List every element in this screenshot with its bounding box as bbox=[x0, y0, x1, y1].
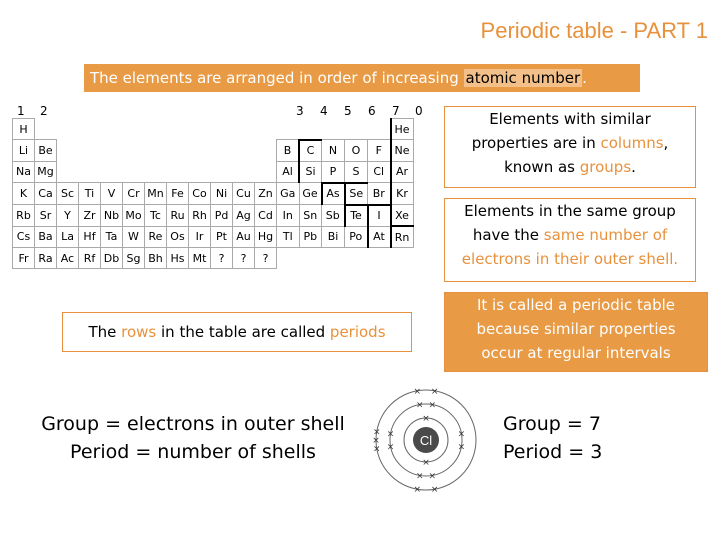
periodic-reason-line-2: because similar properties bbox=[476, 320, 676, 338]
element-cell: W bbox=[123, 226, 145, 248]
element-cell: Cr bbox=[123, 183, 145, 205]
element-cell: Se bbox=[345, 183, 368, 205]
result-period: Period = 3 bbox=[503, 441, 603, 463]
element-cell: Ta bbox=[101, 226, 123, 248]
element-cell: Mt bbox=[189, 248, 211, 269]
element-cell: Fe bbox=[167, 183, 189, 205]
element-cell: Ge bbox=[299, 183, 322, 205]
empty-cell bbox=[189, 161, 211, 183]
electron-3: × bbox=[415, 400, 424, 411]
empty-cell bbox=[322, 248, 345, 269]
electron-14: × bbox=[372, 444, 381, 455]
element-cell: Hs bbox=[167, 248, 189, 269]
electron-10: × bbox=[430, 386, 439, 397]
element-cell: Xe bbox=[391, 205, 414, 227]
element-cell: Bi bbox=[322, 226, 345, 248]
page-title: Periodic table - PART 1 bbox=[480, 18, 708, 43]
table-row bbox=[13, 161, 414, 183]
formula-period: Period = number of shells bbox=[70, 441, 316, 463]
element-cell: Li bbox=[13, 140, 35, 162]
empty-cell bbox=[277, 248, 300, 269]
element-cell: Ir bbox=[189, 226, 211, 248]
banner-highlight: atomic number bbox=[465, 69, 581, 87]
electron-16: × bbox=[430, 485, 439, 496]
chlorine-result bbox=[503, 410, 602, 466]
element-cell: Pb bbox=[299, 226, 322, 248]
electron-5: × bbox=[386, 442, 395, 453]
nucleus-symbol: Cl bbox=[419, 433, 433, 448]
electron-12: × bbox=[372, 427, 381, 438]
element-cell: B bbox=[277, 140, 300, 162]
element-cell: Rh bbox=[189, 205, 211, 227]
element-cell: Ti bbox=[79, 183, 101, 205]
element-cell: Sc bbox=[57, 183, 79, 205]
same-group-line-3: electrons in their outer shell. bbox=[461, 250, 679, 268]
element-cell: Mo bbox=[123, 205, 145, 227]
element-cell: Zn bbox=[255, 183, 277, 205]
empty-cell bbox=[345, 119, 368, 140]
empty-cell bbox=[391, 248, 414, 269]
empty-cell bbox=[255, 119, 277, 140]
group-number-0: 0 bbox=[415, 104, 423, 118]
empty-cell bbox=[35, 119, 57, 140]
element-cell: Ar bbox=[391, 161, 414, 183]
element-cell: Ne bbox=[391, 140, 414, 162]
element-cell: Db bbox=[101, 248, 123, 269]
empty-cell bbox=[167, 140, 189, 162]
table-row bbox=[13, 205, 414, 227]
element-cell: Na bbox=[13, 161, 35, 183]
element-cell: Nb bbox=[101, 205, 123, 227]
empty-cell bbox=[123, 161, 145, 183]
same-group-line-1: Elements in the same group bbox=[464, 202, 676, 220]
element-cell: Pt bbox=[211, 226, 233, 248]
empty-cell bbox=[368, 119, 391, 140]
empty-cell bbox=[145, 119, 167, 140]
electron-8: × bbox=[457, 442, 466, 453]
element-cell: ? bbox=[233, 248, 255, 269]
empty-cell bbox=[189, 140, 211, 162]
electron-6: × bbox=[415, 471, 424, 482]
element-cell: Sg bbox=[123, 248, 145, 269]
empty-cell bbox=[255, 140, 277, 162]
period-mark: . bbox=[631, 158, 636, 176]
element-cell: Os bbox=[167, 226, 189, 248]
empty-cell bbox=[167, 119, 189, 140]
groups-info-line-3: known as bbox=[504, 158, 580, 176]
element-cell: In bbox=[277, 205, 300, 227]
element-cell: Zr bbox=[79, 205, 101, 227]
table-row bbox=[13, 248, 414, 269]
element-cell: Au bbox=[233, 226, 255, 248]
element-cell: Bh bbox=[145, 248, 167, 269]
element-cell: Fr bbox=[13, 248, 35, 269]
empty-cell bbox=[233, 161, 255, 183]
groups-info-box bbox=[444, 106, 696, 188]
rows-periods-box bbox=[62, 312, 412, 352]
comma: , bbox=[663, 134, 669, 152]
element-cell: As bbox=[322, 183, 345, 205]
empty-cell bbox=[145, 161, 167, 183]
periodic-reason-line-3: occur at regular intervals bbox=[481, 344, 671, 362]
empty-cell bbox=[79, 140, 101, 162]
empty-cell bbox=[255, 161, 277, 183]
element-cell: Br bbox=[368, 183, 391, 205]
empty-cell bbox=[79, 119, 101, 140]
element-cell: Kr bbox=[391, 183, 414, 205]
element-cell: Rn bbox=[391, 226, 414, 248]
table-row bbox=[13, 183, 414, 205]
electron-1: × bbox=[422, 458, 430, 468]
element-cell: Ac bbox=[57, 248, 79, 269]
banner-end: . bbox=[582, 69, 587, 87]
empty-cell bbox=[167, 161, 189, 183]
element-cell: O bbox=[345, 140, 368, 162]
empty-cell bbox=[233, 140, 255, 162]
element-cell: Sn bbox=[299, 205, 322, 227]
formula-text bbox=[28, 410, 358, 466]
element-cell: Tl bbox=[277, 226, 300, 248]
element-cell: F bbox=[368, 140, 391, 162]
element-cell: C bbox=[299, 140, 322, 162]
element-cell: ? bbox=[255, 248, 277, 269]
element-cell: I bbox=[368, 205, 391, 227]
element-cell: Al bbox=[277, 161, 300, 183]
element-cell: Co bbox=[189, 183, 211, 205]
table-row bbox=[13, 226, 414, 248]
element-cell: Hg bbox=[255, 226, 277, 248]
electron-0: × bbox=[422, 414, 430, 424]
electron-4: × bbox=[386, 429, 395, 440]
rows-text-a: The bbox=[88, 323, 122, 341]
groups-word: groups bbox=[579, 158, 632, 176]
rows-word: rows bbox=[121, 323, 157, 341]
empty-cell bbox=[211, 161, 233, 183]
electron-7: × bbox=[428, 471, 437, 482]
banner-text: The elements are arranged in order of increasing bbox=[90, 69, 464, 87]
element-cell: Tc bbox=[145, 205, 167, 227]
element-cell: Si bbox=[299, 161, 322, 183]
electron-11: × bbox=[413, 386, 422, 397]
empty-cell bbox=[101, 161, 123, 183]
empty-cell bbox=[79, 161, 101, 183]
element-cell: P bbox=[322, 161, 345, 183]
empty-cell bbox=[299, 119, 322, 140]
empty-cell bbox=[57, 161, 79, 183]
empty-cell bbox=[101, 140, 123, 162]
group-number-1: 1 bbox=[17, 104, 25, 118]
empty-cell bbox=[145, 140, 167, 162]
electron-9: × bbox=[457, 429, 466, 440]
element-cell: He bbox=[391, 119, 414, 140]
table-row bbox=[13, 140, 414, 162]
electron-2: × bbox=[428, 400, 437, 411]
element-cell: Sb bbox=[322, 205, 345, 227]
element-cell: La bbox=[57, 226, 79, 248]
element-cell: Rf bbox=[79, 248, 101, 269]
element-cell: Cd bbox=[255, 205, 277, 227]
group-number-3: 3 bbox=[296, 104, 304, 118]
group-number-4: 4 bbox=[320, 104, 328, 118]
element-cell: Ga bbox=[277, 183, 300, 205]
element-cell: At bbox=[368, 226, 391, 248]
element-cell: Ca bbox=[35, 183, 57, 205]
group-number-7: 7 bbox=[392, 104, 400, 118]
empty-cell bbox=[101, 119, 123, 140]
columns-word: columns bbox=[600, 134, 664, 152]
element-cell: Cu bbox=[233, 183, 255, 205]
group-number-6: 6 bbox=[368, 104, 376, 118]
result-group: Group = 7 bbox=[503, 413, 601, 435]
empty-cell bbox=[345, 248, 368, 269]
element-cell: S bbox=[345, 161, 368, 183]
group-number-5: 5 bbox=[344, 104, 352, 118]
element-cell: Pd bbox=[211, 205, 233, 227]
empty-cell bbox=[211, 119, 233, 140]
empty-cell bbox=[299, 248, 322, 269]
periodic-reason-box bbox=[444, 292, 708, 372]
element-cell: Cs bbox=[13, 226, 35, 248]
periodic-reason-line-1: It is called a periodic table bbox=[476, 296, 676, 314]
empty-cell bbox=[322, 119, 345, 140]
chlorine-atom-diagram bbox=[366, 384, 486, 496]
element-cell: ? bbox=[211, 248, 233, 269]
element-cell: Hf bbox=[79, 226, 101, 248]
group-number-2: 2 bbox=[40, 104, 48, 118]
periods-word: periods bbox=[329, 323, 386, 341]
formula-group: Group = electrons in outer shell bbox=[41, 413, 345, 435]
groups-info-line-1: Elements with similar bbox=[489, 110, 651, 128]
same-group-box bbox=[444, 198, 696, 282]
element-cell: Rb bbox=[13, 205, 35, 227]
groups-info-line-2: properties are in bbox=[471, 134, 601, 152]
same-group-line-2: have the bbox=[472, 226, 544, 244]
element-cell: Re bbox=[145, 226, 167, 248]
element-cell: Sr bbox=[35, 205, 57, 227]
empty-cell bbox=[57, 119, 79, 140]
empty-cell bbox=[277, 119, 300, 140]
element-cell: Te bbox=[345, 205, 368, 227]
element-cell: V bbox=[101, 183, 123, 205]
element-cell: Mn bbox=[145, 183, 167, 205]
empty-cell bbox=[233, 119, 255, 140]
element-cell: H bbox=[13, 119, 35, 140]
empty-cell bbox=[123, 119, 145, 140]
element-cell: Ag bbox=[233, 205, 255, 227]
periodic-table bbox=[12, 118, 414, 269]
element-cell: Ra bbox=[35, 248, 57, 269]
element-cell: Cl bbox=[368, 161, 391, 183]
empty-cell bbox=[123, 140, 145, 162]
element-cell: Mg bbox=[35, 161, 57, 183]
rows-text-c: in the table are called bbox=[156, 323, 330, 341]
empty-cell bbox=[57, 140, 79, 162]
empty-cell bbox=[189, 119, 211, 140]
element-cell: Y bbox=[57, 205, 79, 227]
banner bbox=[84, 64, 640, 92]
element-cell: Ru bbox=[167, 205, 189, 227]
electron-15: × bbox=[413, 485, 422, 496]
empty-cell bbox=[368, 248, 391, 269]
element-cell: N bbox=[322, 140, 345, 162]
empty-cell bbox=[211, 140, 233, 162]
element-cell: K bbox=[13, 183, 35, 205]
element-cell: Be bbox=[35, 140, 57, 162]
same-number-phrase: same number of bbox=[543, 226, 668, 244]
element-cell: Po bbox=[345, 226, 368, 248]
element-cell: Ba bbox=[35, 226, 57, 248]
electron-13: × bbox=[372, 436, 380, 446]
table-row bbox=[13, 119, 414, 140]
element-cell: Ni bbox=[211, 183, 233, 205]
